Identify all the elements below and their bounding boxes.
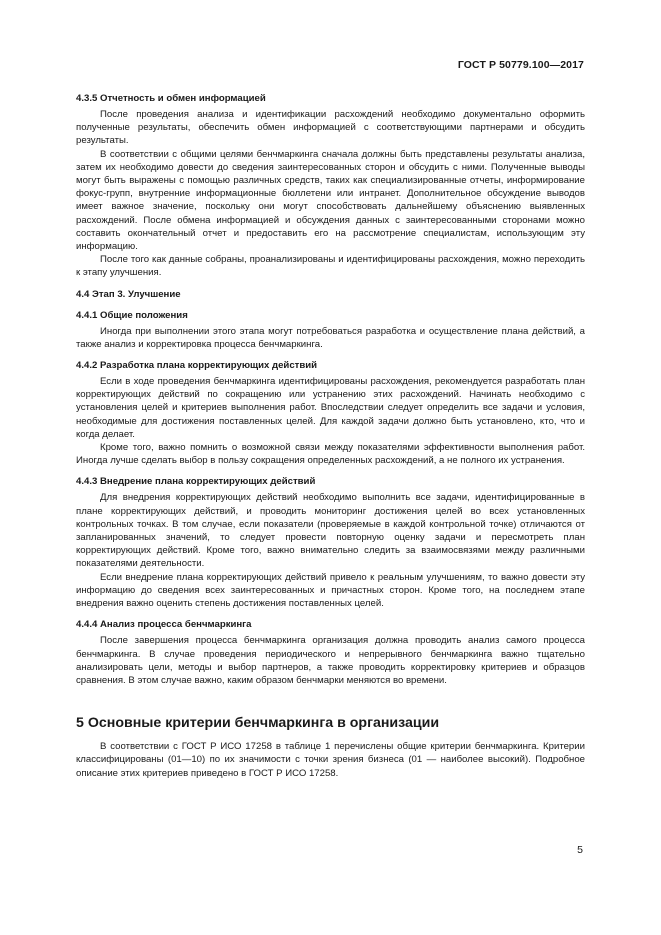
heading-4-4-4: 4.4.4 Анализ процесса бенчмаркинга xyxy=(76,619,252,631)
page-content xyxy=(76,92,585,780)
heading-4-4-1: 4.4.1 Общие положения xyxy=(76,309,188,321)
paragraph: В соответствии с общими целями бенчмаркинга сначала должны быть представлены результаты анализа, затем их необходимо довести до сведения заинтересованных сторон и обсудить с ними. Полученные выводы могут быть выражены с помощью различных средств, таких как специализированные отчеты, информирование фокус-групп, внутренние информационные бюллетени или интранет. Дополнительное обсуждение выводов имеет важное значение, поскольку они могут способствовать дальнейшему объяснению выявленных расхождений. После обмена информацией и обсуждения данных с заинтересованными сторонами можно составить окончательный отчет и предоставить его на рассмотрение специалистам, использующим эту информацию. xyxy=(76,148,585,253)
standard-designation: ГОСТ Р 50779.100—2017 xyxy=(457,59,584,71)
heading-4-4-3: 4.4.3 Внедрение плана корректирующих действий xyxy=(76,476,316,488)
heading-4-4: 4.4 Этап 3. Улучшение xyxy=(76,288,181,300)
heading-4-3-5: 4.3.5 Отчетность и обмен информацией xyxy=(76,93,266,104)
paragraph: После того как данные собраны, проанализированы и идентифицированы расхождения, можно переходить к этапу улучшения. xyxy=(76,254,585,279)
paragraph: Если в ходе проведения бенчмаркинга идентифицированы расхождения, рекомендуется разработать план корректирующих действий по сокращению или устранению этих расхождений. Начинать необходимо с установления целей и критериев выполнения работ. Впоследствии следует определить все задачи и условия, необходимые для достижения поставленных целей. Для каждой задачи должно быть установлено, кто, что и когда делает. xyxy=(76,376,585,440)
paragraph: Если внедрение плана корректирующих действий привело к реальным улучшениям, то важно довести эту информацию до сведения всех заинтересованных и причастных сторон. Кроме того, на последнем этапе внедрения важно оценить степень достижения поставленных целей. xyxy=(76,571,585,610)
paragraph: Иногда при выполнении этого этапа могут потребоваться разработка и осуществление плана действий, а также анализ и корректировка процесса бенчмаркинга. xyxy=(76,325,585,350)
paragraph: После проведения анализа и идентификации расхождений необходимо документально оформить полученные результаты, обеспечить обмен информацией с соответствующими партнерами и обсудить результаты. xyxy=(76,109,585,147)
paragraph: После завершения процесса бенчмаркинга организация должна проводить анализ самого процесса бенчмаркинга. В случае проведения периодического и непрерывного бенчмаркинга важно тщательно анализировать цели, методы и выбор партнеров, а также проводить корректировку критериев и образцов сравнения. В этом случае важно, каким образом бенчмарки меняются во времени. xyxy=(76,635,585,686)
paragraph: В соответствии с ГОСТ Р ИСО 17258 в таблице 1 перечислены общие критерии бенчмаркинга. Критерии классифицированы (01—10) по их значимости с точки зрения бизнеса (01 — наиболее высокий). Подробное описание этих критериев приведено в ГОСТ Р ИСО 17258. xyxy=(76,741,585,779)
page-number: 5 xyxy=(577,844,583,856)
heading-section-5: 5 Основные критерии бенчмаркинга в организации xyxy=(76,715,440,732)
paragraph: Кроме того, важно помнить о возможной связи между показателями эффективности выполнения работ. Иногда лучше сделать выбор в пользу сокращения определенных расхождений, а не полного их устранения. xyxy=(76,442,585,467)
paragraph: Для внедрения корректирующих действий необходимо выполнить все задачи, идентифицированные в плане корректирующих действий, и проводить мониторинг достижения целей во всех установленных контрольных точках. В том случае, если показатели (проверяемые в каждой контрольной точке) отличаются от запланированных значений, то следует провести повторную оценку задачи и пересмотреть план корректирующих действий. Кроме того, важно внимательно следить за взаимосвязями между различными показателями деятельности. xyxy=(76,492,585,570)
heading-4-4-2: 4.4.2 Разработка плана корректирующих действий xyxy=(76,360,318,372)
